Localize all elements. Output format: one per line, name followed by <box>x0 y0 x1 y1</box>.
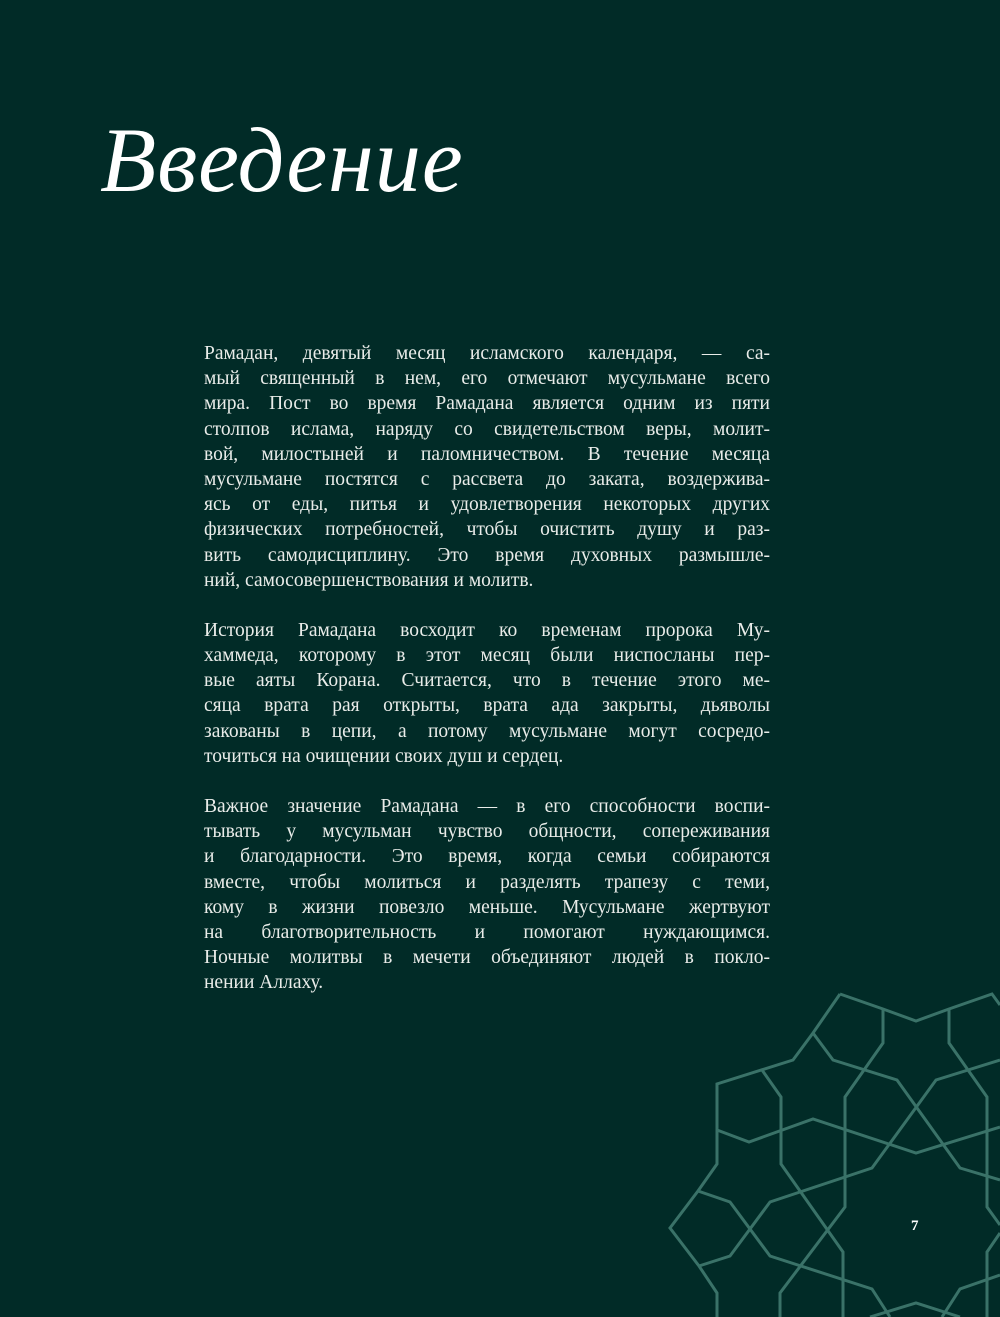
text-line: вые аяты Корана. Считается, что в течение этого ме- <box>204 670 770 692</box>
text-line: ний, самосовершенствования и молитв. <box>204 569 534 591</box>
text-line: мый священный в нем, его отмечают мусульмане всего <box>204 368 770 390</box>
text-line: мира. Пост во время Рамадана является одним из пяти <box>204 393 770 415</box>
text-line: закованы в цепи, а потому мусульмане могут сосредо- <box>204 720 770 742</box>
paragraph <box>204 341 770 593</box>
text-line: и благодарности. Это время, когда семьи собираются <box>204 846 770 868</box>
text-line: точиться на очищении своих душ и сердец. <box>204 745 564 767</box>
text-line: ясь от еды, питья и удовлетворения некоторых других <box>204 494 770 516</box>
text-line: столпов ислама, наряду со свидетельством веры, молит- <box>204 418 770 440</box>
text-line: История Рамадана восходит ко временам пророка Му- <box>204 619 770 641</box>
text-line: хаммеда, которому в этот месяц были ниспосланы пер- <box>204 645 770 667</box>
text-line: мусульмане постятся с рассвета до заката, воздержива- <box>204 468 770 490</box>
text-line: сяца врата рая открыты, врата ада закрыты, дьяволы <box>204 695 770 717</box>
page-title: Введение <box>100 109 464 211</box>
text-line: нении Аллаху. <box>204 972 324 994</box>
paragraph <box>204 618 770 769</box>
text-line: вместе, чтобы молиться и разделять трапезу с теми, <box>204 871 770 893</box>
text-line: вой, милостыней и паломничеством. В течение месяца <box>204 443 770 465</box>
text-line: на благотворительность и помогают нуждающимся. <box>204 921 770 943</box>
text-line: Ночные молитвы в мечети объединяют людей в покло- <box>204 947 770 969</box>
text-line: вить самодисциплину. Это время духовных размышле- <box>204 544 770 566</box>
body-text <box>204 341 770 1021</box>
text-line: физических потребностей, чтобы очистить душу и раз- <box>204 519 770 541</box>
page-number: 7 <box>911 1218 919 1234</box>
text-line: тывать у мусульман чувство общности, сопереживания <box>204 821 770 843</box>
text-line: Важное значение Рамадана — в его способности воспи- <box>204 796 770 817</box>
text-line: кому в жизни повезло меньше. Мусульмане жертвуют <box>204 896 770 918</box>
text-line: Рамадан, девятый месяц исламского календаря, — са- <box>204 343 770 364</box>
paragraph <box>204 794 770 996</box>
